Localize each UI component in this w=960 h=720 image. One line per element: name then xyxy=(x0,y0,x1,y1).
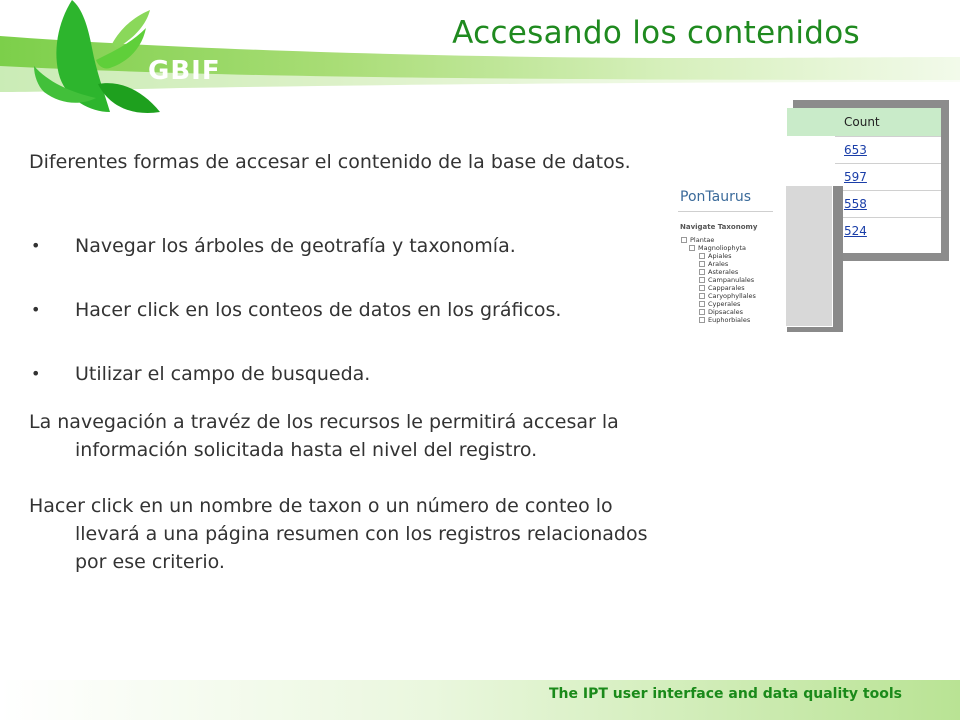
tree-node-order[interactable] xyxy=(699,260,728,268)
bullet-icon: • xyxy=(31,236,41,255)
expand-icon xyxy=(699,269,705,275)
tree-node-label: Campanulales xyxy=(708,276,755,284)
tree-node-order[interactable] xyxy=(699,252,732,260)
tree-node-label: Plantae xyxy=(690,236,715,244)
count-header-label: Count xyxy=(844,115,880,129)
expand-icon xyxy=(699,285,705,291)
expand-icon xyxy=(699,293,705,299)
tree-node-label: Cyperales xyxy=(708,300,741,308)
bullet-text: Hacer click en los conteos de datos en los gráficos. xyxy=(75,299,562,321)
gbif-logo-text: GBIF xyxy=(148,56,221,86)
intro-paragraph: Diferentes formas de accesar el contenido de la base de datos. xyxy=(29,151,631,173)
tree-node-order[interactable] xyxy=(699,292,756,300)
tree-node-label: Dipsacales xyxy=(708,308,744,316)
table-row xyxy=(835,190,941,217)
collapse-icon xyxy=(689,245,695,251)
overlay-gray-strip xyxy=(786,186,832,326)
expand-icon xyxy=(699,317,705,323)
collapse-icon xyxy=(681,237,687,243)
expand-icon xyxy=(699,301,705,307)
tree-node-order[interactable] xyxy=(699,308,743,316)
tree-node-label: Magnoliophyta xyxy=(698,244,747,252)
expand-icon xyxy=(699,277,705,283)
tree-node-label: Apiales xyxy=(708,252,732,260)
tree-node-label: Euphorbiales xyxy=(708,316,751,324)
bullet-item xyxy=(29,232,649,260)
count-link[interactable]: 653 xyxy=(844,143,867,157)
table-row xyxy=(835,217,941,244)
tree-node-order[interactable] xyxy=(699,300,740,308)
bullet-item xyxy=(29,296,649,324)
table-row xyxy=(835,163,941,190)
bullet-text: Navegar los árboles de geotrafía y taxonomía. xyxy=(75,235,516,257)
expand-icon xyxy=(699,253,705,259)
slide-body xyxy=(29,148,649,576)
tree-node-label: Asterales xyxy=(708,268,739,276)
count-table-header xyxy=(787,108,941,136)
tree-node-order[interactable] xyxy=(699,276,754,284)
expand-icon xyxy=(699,261,705,267)
divider xyxy=(678,211,773,212)
pontaurus-title: PonTaurus xyxy=(680,189,751,205)
click-paragraph: Hacer click en un nombre de taxon o un número de conteo lo llevará a una página resumen con los registros relacionados por ese criterio. xyxy=(29,495,648,573)
slide-title: Accesando los contenidos xyxy=(452,15,860,51)
tree-node-label: Arales xyxy=(708,260,729,268)
tree-node-label: Caryophyllales xyxy=(708,292,756,300)
count-link[interactable]: 597 xyxy=(844,170,867,184)
expand-icon xyxy=(699,309,705,315)
tree-node-order[interactable] xyxy=(699,284,745,292)
table-row xyxy=(835,136,941,163)
navigate-taxonomy-label: Navigate Taxonomy xyxy=(680,223,758,231)
tree-node-child[interactable] xyxy=(689,244,746,252)
bullet-icon: • xyxy=(31,364,41,383)
tree-node-label: Capparales xyxy=(708,284,745,292)
tree-node-order[interactable] xyxy=(699,268,738,276)
bullet-icon: • xyxy=(31,300,41,319)
navigation-paragraph: La navegación a travéz de los recursos le permitirá accesar la información solicitada hasta el nivel del registro. xyxy=(29,411,619,461)
count-link[interactable]: 524 xyxy=(844,224,867,238)
bullet-text: Utilizar el campo de busqueda. xyxy=(75,363,371,385)
count-link[interactable]: 558 xyxy=(844,197,867,211)
bullet-item xyxy=(29,360,649,388)
footer-caption: The IPT user interface and data quality tools xyxy=(549,686,902,702)
tree-node-root[interactable] xyxy=(681,236,714,244)
tree-node-order[interactable] xyxy=(699,316,750,324)
